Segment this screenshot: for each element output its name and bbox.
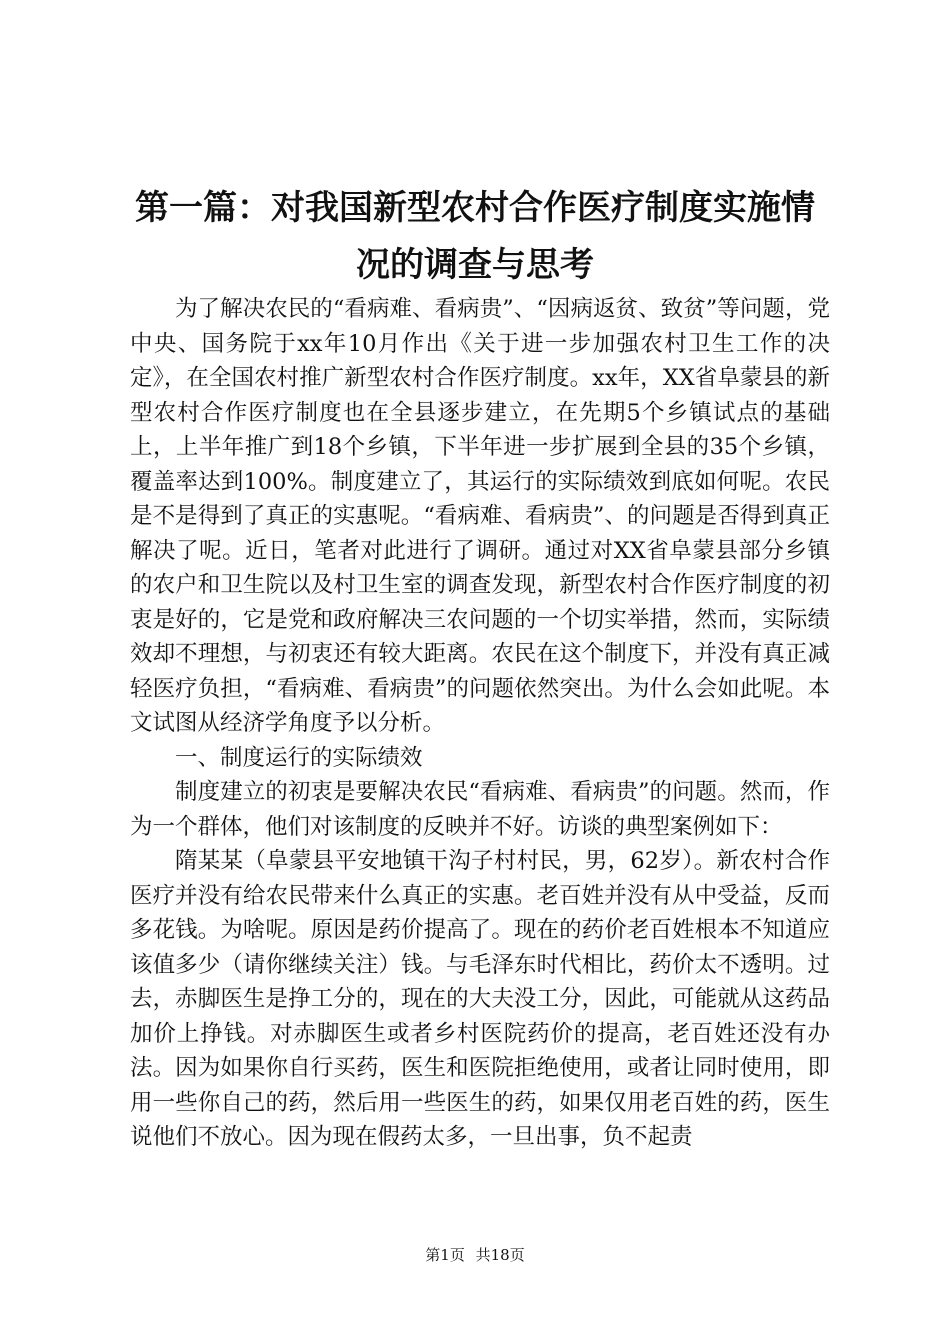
page-number: 第1页 bbox=[425, 1246, 465, 1264]
section-heading: 一、制度运行的实际绩效 bbox=[175, 744, 423, 771]
document-title-line-2: 况的调查与思考 bbox=[356, 245, 594, 285]
paragraph-case-example: 隋某某（阜蒙县平安地镇干沟子村村民，男，62岁）。新农村合作医疗并没有给农民带来什么真正的实惠。老百姓并没有从中受益，反而多花钱。为啥呢。原因是药价提高了。现在的药价老百姓根本不知道应该值多少（请你继续关注）钱。与毛泽东时代相比，药价太不透明。过去，赤脚医生是挣工分的，现在的大夫没工分，因此，可能就从这药品加价上挣钱。对赤脚医生或者乡村医院药价的提高，老百姓还没有办法。因为如果你自行买药，医生和医院拒绝使用，或者让同时使用，即用一些你自己的药，然后用一些医生的药，如果仅用老百姓的药，医生说他们不放心。因为现在假药太多，一旦出事，负不起责 bbox=[130, 848, 830, 1150]
page-footer bbox=[0, 1244, 950, 1265]
document-body bbox=[130, 292, 830, 1155]
document-title-line-1: 第一篇：对我国新型农村合作医疗制度实施情 bbox=[135, 188, 815, 228]
page-total: 共18页 bbox=[475, 1246, 525, 1264]
paragraph-section-intro: 制度建立的初衷是要解决农民“看病难、看病贵”的问题。然而，作为一个群体，他们对该制度的反映并不好。访谈的典型案例如下： bbox=[130, 779, 830, 840]
paragraph-intro: 为了解决农民的“看病难、看病贵”、“因病返贫、致贫”等问题，党中央、国务院于xx年10月作出《关于进一步加强农村卫生工作的决定》，在全国农村推广新型农村合作医疗制度。xx年，XX省阜蒙县的新型农村合作医疗制度也在全县逐步建立，在先期5个乡镇试点的基础上，上半年推广到18个乡镇，下半年进一步扩展到全县的35个乡镇，覆盖率达到100%。制度建立了，其运行的实际绩效到底如何呢。农民是不是得到了真正的实惠呢。“看病难、看病贵”、的问题是否得到真正解决了呢。近日，笔者对此进行了调研。通过对XX省阜蒙县部分乡镇的农户和卫生院以及村卫生室的调查发现，新型农村合作医疗制度的初衷是好的，它是党和政府解决三农问题的一个切实举措，然而，实际绩效却不理想，与初衷还有较大距离。农民在这个制度下，并没有真正减轻医疗负担，“看病难、看病贵”的问题依然突出。为什么会如此呢。本文试图从经济学角度予以分析。 bbox=[130, 296, 830, 736]
